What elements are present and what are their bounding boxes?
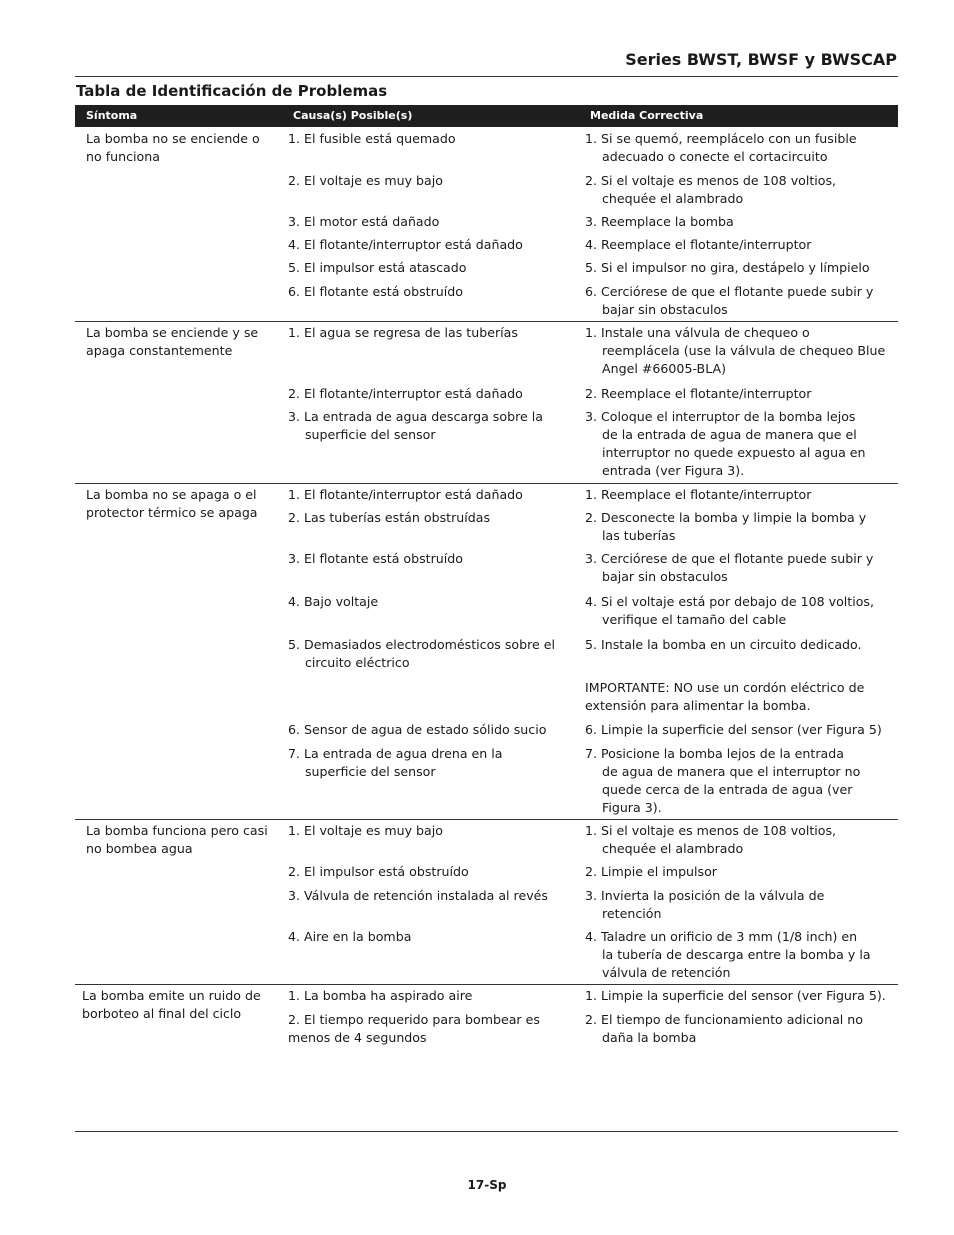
cause-text: 2. El voltaje es muy bajo [288, 173, 443, 188]
remedy-text: Figura 3). [602, 800, 662, 815]
remedy-text: extensión para alimentar la bomba. [585, 698, 811, 713]
series-title: Series BWST, BWSF y BWSCAP [625, 50, 897, 69]
remedy-text: 5. Instale la bomba en un circuito dedicado. [585, 637, 862, 652]
remedy-text: 2. Si el voltaje es menos de 108 voltios, [585, 173, 837, 188]
cause-text: 5. Demasiados electrodomésticos sobre el [288, 637, 556, 652]
column-header-cause: Causa(s) Posible(s) [293, 109, 413, 122]
cause-text: 6. Sensor de agua de estado sólido sucio [288, 722, 547, 737]
cause-text: 1. El fusible está quemado [288, 131, 456, 146]
table-title: Tabla de Identificación de Problemas [76, 82, 388, 100]
cause-text: 2. El tiempo requerido para bombear es [288, 1012, 540, 1027]
remedy-text: 4. Si el voltaje está por debajo de 108 voltios, [585, 594, 874, 609]
remedy-text: daña la bomba [602, 1030, 697, 1045]
remedy-text: interruptor no quede expuesto al agua en [602, 445, 866, 460]
remedy-text: 1. Reemplace el flotante/interruptor [585, 487, 812, 502]
remedy-text: 1. Instale una válvula de chequeo o [585, 325, 810, 340]
symptom-text: no funciona [86, 149, 160, 164]
cause-text: 1. El voltaje es muy bajo [288, 823, 443, 838]
remedy-text: bajar sin obstaculos [602, 569, 728, 584]
symptom-text: borboteo al final del ciclo [82, 1006, 242, 1021]
remedy-text: 4. Taladre un orificio de 3 mm (1/8 inch) en [585, 929, 858, 944]
remedy-text: 3. Invierta la posición de la válvula de [585, 888, 825, 903]
remedy-text: 3. Coloque el interruptor de la bomba lejos [585, 409, 856, 424]
remedy-text: las tuberías [602, 528, 676, 543]
table-header [75, 105, 898, 127]
symptom-text: apaga constantemente [86, 343, 233, 358]
cause-text: 2. El impulsor está obstruído [288, 864, 469, 879]
remedy-text: bajar sin obstaculos [602, 302, 728, 317]
remedy-text: 3. Reemplace la bomba [585, 214, 734, 229]
remedy-text: 5. Si el impulsor no gira, destápelo y límpielo [585, 260, 870, 275]
cause-text: 1. La bomba ha aspirado aire [288, 988, 473, 1003]
remedy-text: de agua de manera que el interruptor no [602, 764, 861, 779]
remedy-text: 6. Limpie la superficie del sensor (ver Figura 5) [585, 722, 882, 737]
cause-text: menos de 4 segundos [288, 1030, 427, 1045]
remedy-text: válvula de retención [602, 965, 731, 980]
cause-text: 2. Las tuberías están obstruídas [288, 510, 491, 525]
cause-text: 1. El agua se regresa de las tuberías [288, 325, 518, 340]
cause-text: superficie del sensor [305, 427, 436, 442]
row-divider [75, 984, 898, 985]
remedy-text: Angel #66005-BLA) [602, 361, 727, 376]
symptom-text: La bomba no se enciende o [86, 131, 260, 146]
cause-text: superficie del sensor [305, 764, 436, 779]
remedy-text: retención [602, 906, 662, 921]
remedy-text: entrada (ver Figura 3). [602, 463, 745, 478]
symptom-text: La bomba no se apaga o el [86, 487, 257, 502]
cause-text: 6. El flotante está obstruído [288, 284, 463, 299]
remedy-text: 3. Cerciórese de que el flotante puede subir y [585, 551, 874, 566]
header-rule [75, 76, 898, 77]
symptom-text: La bomba funciona pero casi [86, 823, 268, 838]
symptom-text: protector térmico se apaga [86, 505, 258, 520]
remedy-text: 1. Si el voltaje es menos de 108 voltios, [585, 823, 837, 838]
remedy-text: 6. Cerciórese de que el flotante puede subir y [585, 284, 874, 299]
remedy-text: chequée el alambrado [602, 841, 744, 856]
cause-text: 4. El flotante/interruptor está dañado [288, 237, 523, 252]
column-header-symptom: Síntoma [86, 109, 138, 122]
cause-text: 3. Válvula de retención instalada al revés [288, 888, 548, 903]
remedy-text: quede cerca de la entrada de agua (ver [602, 782, 853, 797]
remedy-text: 2. Reemplace el flotante/interruptor [585, 386, 812, 401]
cause-text: 4. Aire en la bomba [288, 929, 412, 944]
symptom-text: La bomba emite un ruido de [82, 988, 261, 1003]
column-header-remedy: Medida Correctiva [590, 109, 704, 122]
remedy-text: 2. Desconecte la bomba y limpie la bomba y [585, 510, 867, 525]
cause-text: 3. La entrada de agua descarga sobre la [288, 409, 543, 424]
remedy-text: 2. El tiempo de funcionamiento adicional no [585, 1012, 863, 1027]
cause-text: 1. El flotante/interruptor está dañado [288, 487, 523, 502]
cause-text: 7. La entrada de agua drena en la [288, 746, 503, 761]
remedy-text: 2. Limpie el impulsor [585, 864, 717, 879]
row-divider [75, 483, 898, 484]
remedy-text: reemplácela (use la válvula de chequeo Blue [602, 343, 886, 358]
remedy-text: de la entrada de agua de manera que el [602, 427, 857, 442]
cause-text: 5. El impulsor está atascado [288, 260, 467, 275]
page-number: 17-Sp [467, 1178, 507, 1192]
symptom-text: no bombea agua [86, 841, 193, 856]
remedy-text: 7. Posicione la bomba lejos de la entrada [585, 746, 844, 761]
cause-text: 4. Bajo voltaje [288, 594, 379, 609]
cause-text: 3. El flotante está obstruído [288, 551, 463, 566]
remedy-text: 1. Limpie la superficie del sensor (ver Figura 5). [585, 988, 886, 1003]
cause-text: 3. El motor está dañado [288, 214, 440, 229]
remedy-text: chequée el alambrado [602, 191, 744, 206]
remedy-text: adecuado o conecte el cortacircuito [602, 149, 828, 164]
row-divider [75, 321, 898, 322]
footer-rule [75, 1131, 898, 1132]
cause-text: circuito eléctrico [305, 655, 410, 670]
remedy-text: IMPORTANTE: NO use un cordón eléctrico de [585, 680, 865, 695]
remedy-text: la tubería de descarga entre la bomba y la [602, 947, 871, 962]
row-divider [75, 819, 898, 820]
symptom-text: La bomba se enciende y se [86, 325, 259, 340]
remedy-text: verifique el tamaño del cable [602, 612, 787, 627]
remedy-text: 4. Reemplace el flotante/interruptor [585, 237, 812, 252]
cause-text: 2. El flotante/interruptor está dañado [288, 386, 523, 401]
remedy-text: 1. Si se quemó, reemplácelo con un fusible [585, 131, 857, 146]
